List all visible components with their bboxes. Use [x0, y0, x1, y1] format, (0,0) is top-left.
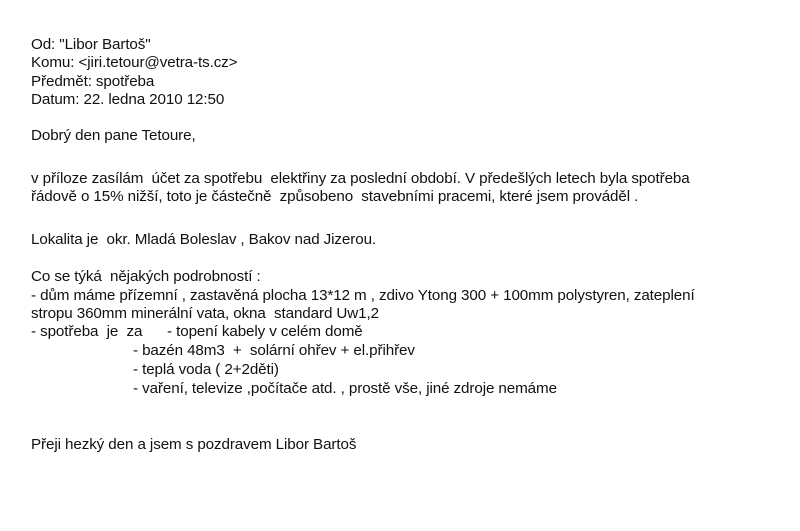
details-intro: Co se týká nějakých podrobností : [31, 268, 261, 285]
detail-house-line: - dům máme přízemní , zastavěná plocha 13*12 m , zdivo Ytong 300 + 100mm polystyren, zateplení [31, 287, 695, 304]
paragraph-line: řádově o 15% nižší, toto je částečně způsobeno stavebními pracemi, které jsem prováděl . [31, 188, 639, 205]
detail-pool: - bazén 48m3 + solární ohřev + el.přihřev [133, 342, 415, 359]
email-from: Od: "Libor Bartoš" [31, 36, 151, 53]
email-subject: Předmět: spotřeba [31, 73, 155, 90]
email-to: Komu: <jiri.tetour@vetra-ts.cz> [31, 54, 238, 71]
email-greeting: Dobrý den pane Tetoure, [31, 127, 196, 144]
detail-consumption: - spotřeba je za - topení kabely v celém domě [31, 323, 363, 340]
email-closing: Přeji hezký den a jsem s pozdravem Libor Bartoš [31, 436, 357, 453]
detail-house-line: stropu 360mm minerální vata, okna standard Uw1,2 [31, 305, 379, 322]
location-line: Lokalita je okr. Mladá Boleslav , Bakov nad Jizerou. [31, 231, 377, 248]
detail-water: - teplá voda ( 2+2děti) [133, 361, 279, 378]
detail-other: - vaření, televize ,počítače atd. , prostě vše, jiné zdroje nemáme [133, 380, 557, 397]
email-date: Datum: 22. ledna 2010 12:50 [31, 91, 225, 108]
paragraph-line: v příloze zasílám účet za spotřebu elektřiny za poslední období. V předešlých letech byla spotřeba [31, 170, 690, 187]
